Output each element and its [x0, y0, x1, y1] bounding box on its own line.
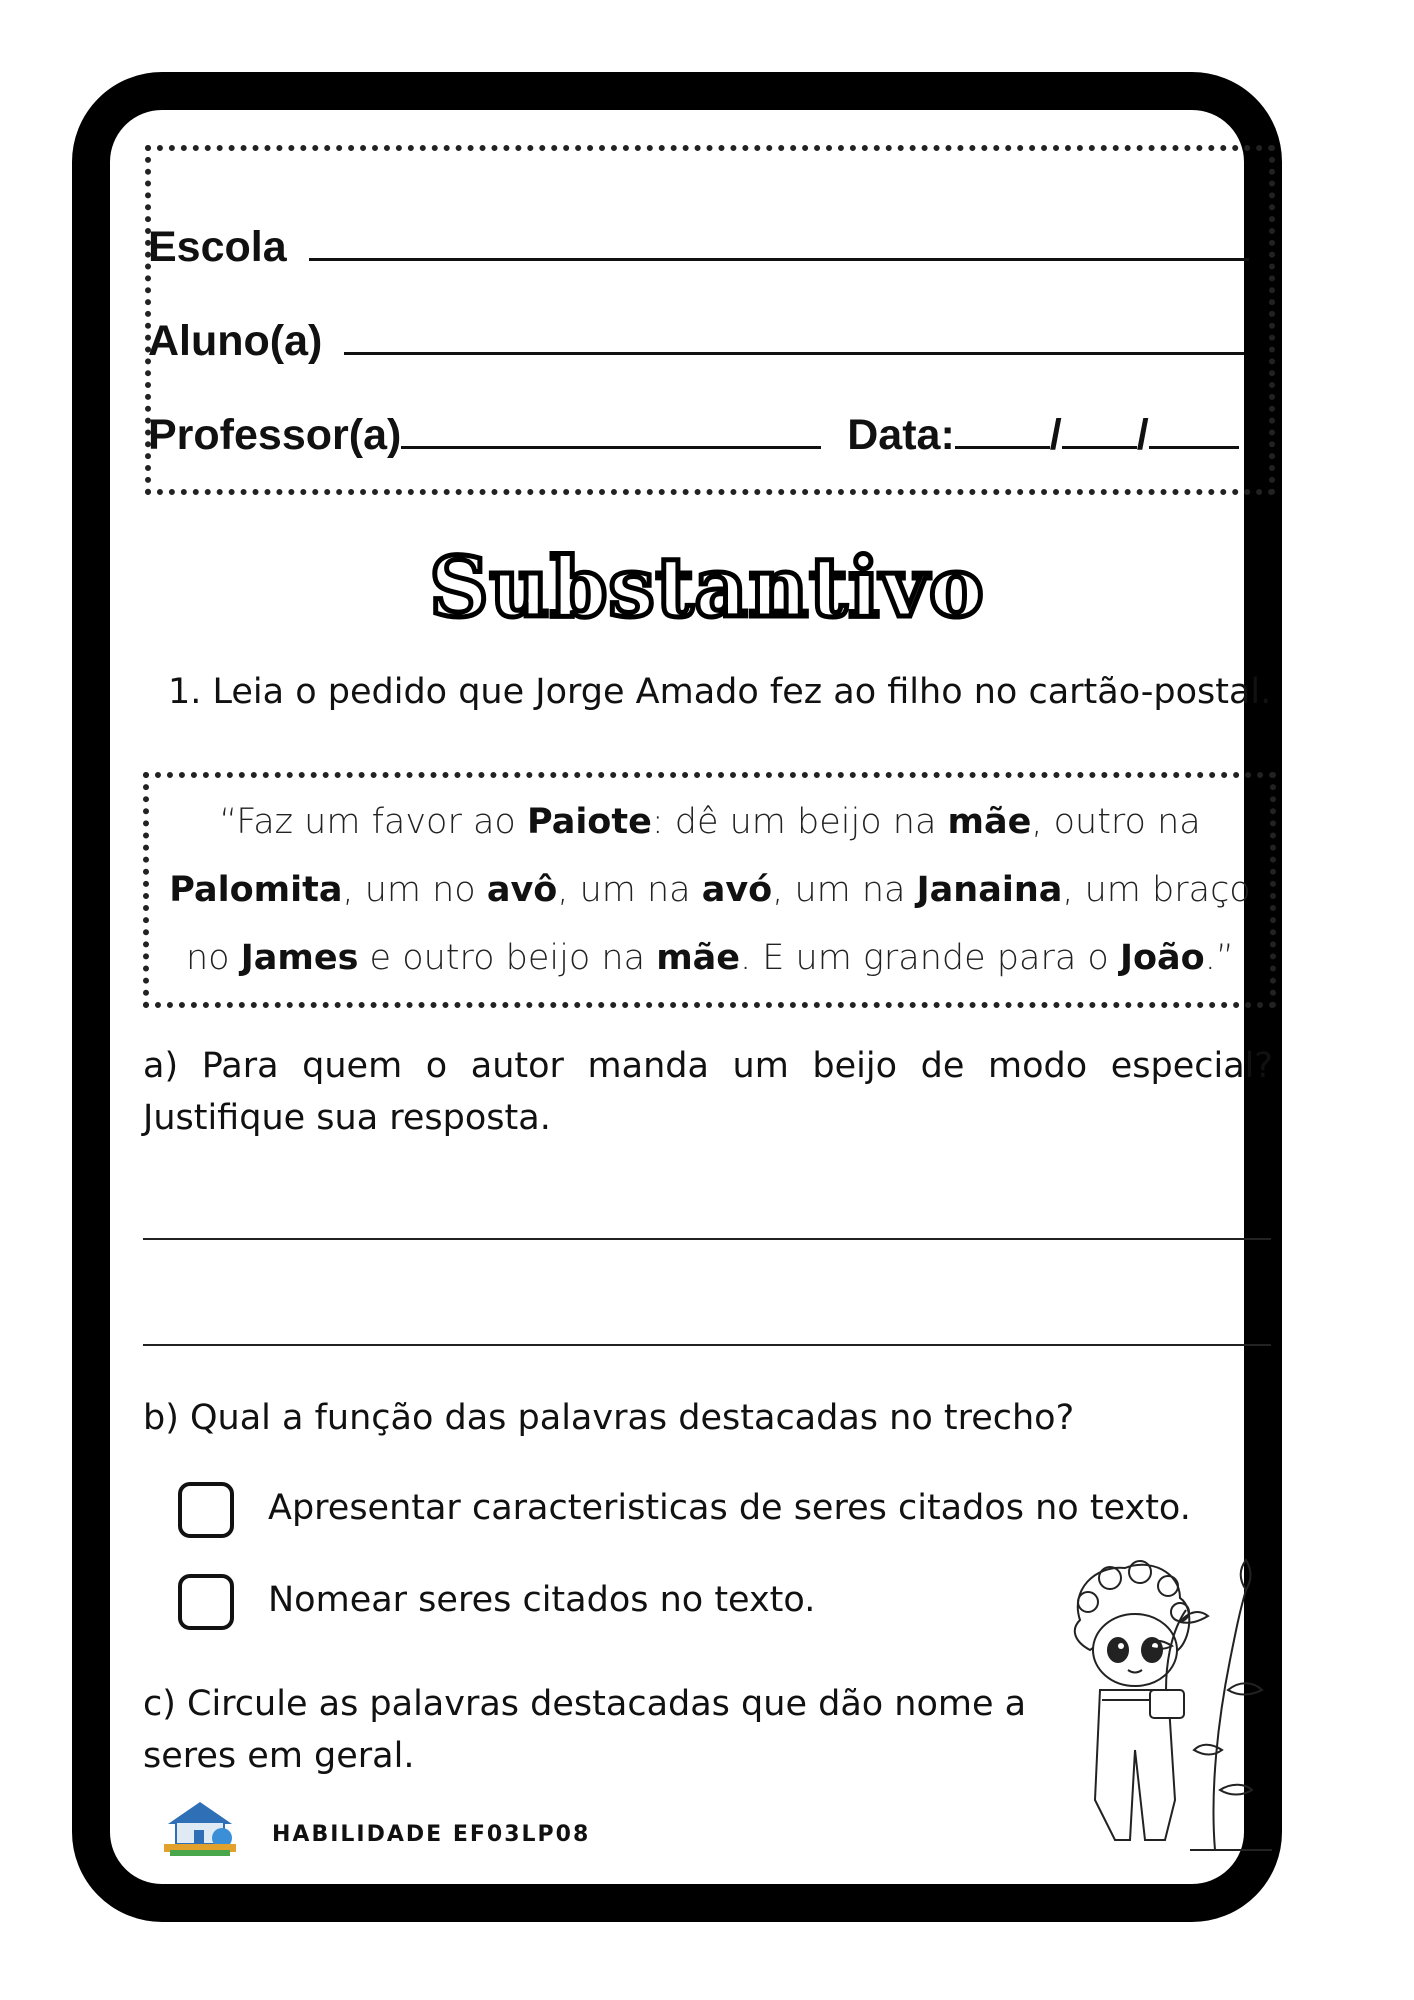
answer-line-2[interactable]	[143, 1344, 1271, 1346]
question-1: 1. Leia o pedido que Jorge Amado fez ao filho no cartão-postal.	[168, 672, 1272, 712]
highlighted-word: mãe	[656, 938, 741, 978]
checkbox[interactable]	[178, 1574, 234, 1630]
quote-fragment: , um no	[342, 870, 487, 910]
question-c: c) Circule as palavras destacadas que dão nome a seres em geral.	[143, 1684, 1027, 1776]
question-a: a) Para quem o autor manda um beijo de modo especial? Justifique sua resposta.	[143, 1046, 1273, 1138]
option-label: Apresentar caracteristicas de seres citados no texto.	[268, 1488, 1191, 1528]
quote-text	[150, 788, 1270, 992]
date-day-field[interactable]	[955, 410, 1050, 449]
aluno-label: Aluno(a)	[148, 317, 323, 365]
highlighted-word: Paiote	[526, 802, 652, 842]
habilidade-label: HABILIDADE EF03LP08	[272, 1822, 591, 1847]
checkbox[interactable]	[178, 1482, 234, 1538]
answer-line-1[interactable]	[143, 1238, 1271, 1240]
question-b: b) Qual a função das palavras destacadas no trecho?	[143, 1398, 1075, 1438]
escola-line	[148, 222, 1249, 272]
escola-label: Escola	[148, 223, 287, 271]
date-month-field[interactable]	[1062, 410, 1137, 449]
quote-fragment: , outro na	[1031, 802, 1201, 842]
highlighted-word: Janaina	[916, 870, 1063, 910]
quote-fragment: , um na	[557, 870, 702, 910]
highlighted-word: avó	[701, 870, 773, 910]
child-with-plant-illustration	[1040, 1550, 1280, 1860]
professor-label: Professor(a)	[148, 411, 402, 459]
professor-field[interactable]	[401, 410, 821, 449]
quote-fragment: , um braço no	[186, 870, 1251, 978]
quote-fragment: : dê um beijo na	[651, 802, 948, 842]
date-slash: /	[1049, 411, 1062, 459]
aluno-field[interactable]	[344, 316, 1244, 355]
quote-fragment: “Faz um favor ao	[219, 802, 527, 842]
escola-field[interactable]	[309, 222, 1249, 261]
highlighted-word: James	[240, 938, 359, 978]
professor-line	[148, 410, 1239, 460]
date-slash: /	[1136, 411, 1149, 459]
highlighted-word: Palomita	[169, 870, 343, 910]
data-label: Data:	[847, 411, 955, 459]
highlighted-word: João	[1119, 938, 1205, 978]
aluno-line	[148, 316, 1244, 366]
page-title: Substantivo	[429, 540, 985, 636]
school-logo-icon	[160, 1798, 240, 1860]
quote-fragment: e outro beijo na	[358, 938, 657, 978]
quote-fragment: , um na	[772, 870, 917, 910]
highlighted-word: mãe	[947, 802, 1032, 842]
quote-fragment: .”	[1204, 938, 1234, 978]
date-year-field[interactable]	[1149, 410, 1239, 449]
highlighted-word: avô	[486, 870, 558, 910]
option-label: Nomear seres citados no texto.	[268, 1580, 816, 1620]
quote-fragment: . E um grande para o	[740, 938, 1120, 978]
